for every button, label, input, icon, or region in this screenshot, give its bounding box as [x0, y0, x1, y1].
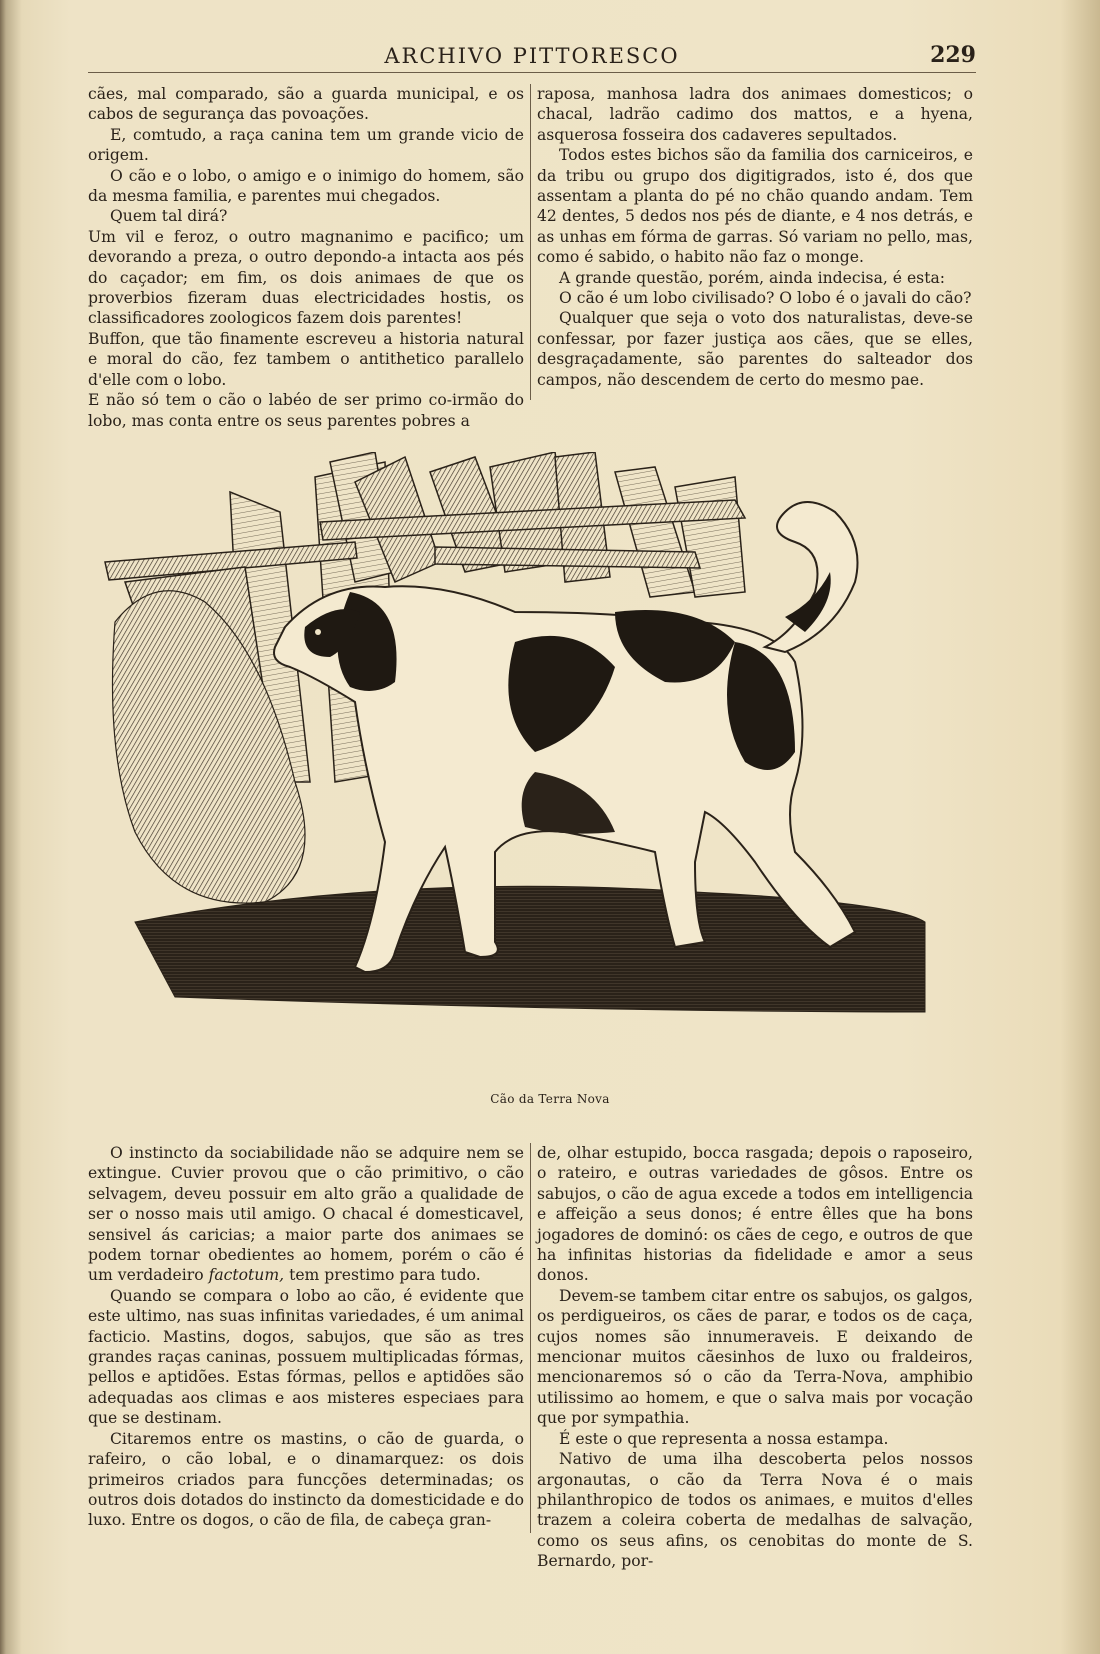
journal-title: ARCHIVO PITTORESCO — [384, 44, 680, 68]
column-bottom-left — [88, 1143, 524, 1531]
newfoundland-dog-engraving — [95, 452, 965, 1062]
paragraph: E, comtudo, a raça canina tem um grande vicio de origem. — [88, 125, 524, 165]
paragraph-text: O instincto da sociabilidade não se adquire nem se extingue. Cuvier provou que o cão primitivo, o cão selvagem, deveu possuir em alto grão a qualidade de ser o nosso mais util amigo. O chacal é domesticavel, sensivel ás caricias; a maior parte dos animaes se podem tornar obedientes ao homem, porém o cão é um verdadeiro — [88, 1144, 524, 1285]
paragraph: E não só tem o cão o labéo de ser primo co-irmão do lobo, mas conta entre os seus parentes pobres a — [88, 391, 524, 430]
column-rule — [530, 1143, 531, 1533]
page-number: 229 — [930, 42, 976, 68]
paragraph: Um vil e feroz, o outro magnanimo e pacifico; um devorando a preza, o outro depondo-a intacta aos pés do caçador; em fim, os dois animaes de que os proverbios fizeram duas electricidades hostis, os classificadores zoologicos fazem dois parentes! — [88, 227, 524, 328]
figure-caption: Cão da Terra Nova — [490, 1092, 610, 1106]
paragraph: O cão é um lobo civilisado? O lobo é o javali do cão? — [559, 289, 972, 308]
paragraph: Qualquer que seja o voto dos naturalistas, deve-se confessar, por fazer justiça aos cães, que se elles, desgraçadamente, são parentes do salteador dos campos, não descendem de certo do mesmo pae. — [537, 309, 973, 389]
paragraph: Citaremos entre os mastins, o cão de guarda, o rafeiro, o cão lobal, e o dinamarquez: os dois primeiros criados para funcções determinadas; os outros dois dotados do instincto da domesticidade e do luxo. Entre os dogos, o cão de fila, de cabeça gran- — [88, 1429, 524, 1530]
emphasis-text: factotum, — [208, 1266, 285, 1285]
paragraph: cães, mal comparado, são a guarda municipal, e os cabos de segurança das povoações. — [88, 85, 524, 124]
paragraph: Buffon, que tão finamente escreveu a historia natural e moral do cão, fez tambem o antithetico parallelo d'elle com o lobo. — [88, 329, 524, 389]
paragraph: raposa, manhosa ladra dos animaes domesticos; o chacal, ladrão cadimo dos mattos, e a hyena, asquerosa fosseira dos cadaveres sepultados. — [537, 85, 973, 144]
paragraph: A grande questão, porém, ainda indecisa, é esta: — [559, 268, 946, 287]
paragraph: Devem-se tambem citar entre os sabujos, os galgos, os perdigueiros, os cães de parar, e todos os de caça, cujos nomes são innumeraveis. E deixando de mencionar muitos cãesinhos de luxo ou fraldeiros, mencionaremos só o cão da Terra-Nova, amphibio utilissimo ao homem, e que o salva mais por vocação que por sympathia. — [537, 1286, 973, 1428]
paragraph — [88, 1143, 524, 1286]
page-header — [88, 42, 976, 73]
paragraph: de, olhar estupido, bocca rasgada; depois o raposeiro, o rateiro, e outras variedades de gôsos. Entre os sabujos, o cão de agua excede a todos em intelligencia e affeição a seus donos; é entre êlles que ha bons jogadores de dominó: os cães de cego, e outros de que ha infinitas historias da fidelidade e amor a seus donos. — [537, 1144, 973, 1285]
paragraph: Quando se compara o lobo ao cão, é evidente que este ultimo, nas suas infinitas variedades, é um animal facticio. Mastins, dogos, sabujos, que são as tres grandes raças caninas, possuem multiplicadas fórmas, pellos e aptidões. Estas fórmas, pellos e aptidões são adequadas aos climas e aos misteres especiaes para que se destinam. — [88, 1286, 524, 1428]
paragraph: Todos estes bichos são da familia dos carniceiros, e da tribu ou grupo dos digitigrados, isto é, dos que assentam a planta do pé no chão quando andam. Tem 42 dentes, 5 dedos nos pés de diante, e 4 nos detrás, e as unhas em fórma de garras. Só variam no pello, mas, como é sabido, o habito não faz o monge. — [537, 146, 973, 267]
paragraph: O cão e o lobo, o amigo e o inimigo do homem, são da mesma familia, e parentes mui chegados. — [88, 166, 524, 206]
paragraph: Quem tal dirá? — [110, 207, 228, 226]
column-rule — [530, 84, 531, 400]
paragraph-text: tem prestimo para tudo. — [289, 1266, 481, 1285]
paragraph: Nativo de uma ilha descoberta pelos nossos argonautas, o cão da Terra Nova é o mais philanthropico de todos os animaes, e muitos d'elles trazem a coleira coberta de medalhas de salvação, como os seus afins, os cenobitas do monte de S. Bernardo, por- — [537, 1450, 973, 1571]
column-bottom-right — [537, 1143, 973, 1572]
paragraph: É este o que representa a nossa estampa. — [559, 1429, 889, 1448]
column-top-right — [537, 84, 973, 390]
column-top-left — [88, 84, 524, 431]
